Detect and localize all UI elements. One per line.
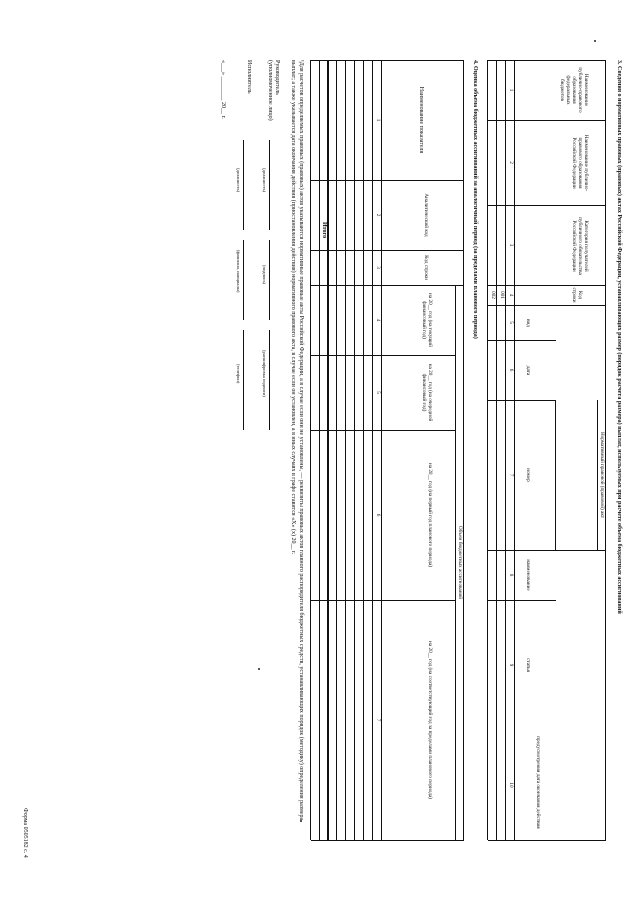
s4-header-row-code: Код строки — [423, 255, 429, 280]
s3-header-entity: Наименование публично-правового образования федеральных бюджетов — [559, 67, 589, 113]
s4-header-next: на 20__ год (на очередной финансовый год) — [421, 363, 433, 422]
s3-colnum: 5 — [508, 321, 514, 324]
s3-colnum: 7 — [508, 473, 514, 477]
executor-position-hint: (должность) — [236, 168, 241, 193]
s4-colnum: 7 — [375, 718, 381, 722]
s4-header-analytic: Аналитический код — [423, 193, 429, 237]
head-position-hint: (должность) — [262, 168, 267, 193]
scan-speck — [300, 820, 302, 822]
executor-position-line[interactable] — [243, 140, 252, 230]
s4-colnum: 4 — [375, 318, 381, 322]
s3-colnum: 10 — [508, 782, 514, 788]
s4-header-current: на 20__ год (на текущий финансовый год) — [421, 293, 433, 347]
footnote: ¹Для расчетов определяемых правовых (правовых) актов указываются нормативные правовые акты Российской Федерации, а в случае если они не установлены, — реквизиты правовых актов главного распорядителя бюджетных средств, устанавливающих порядок (методику) определения размера выплат; а также указывается дата окончания действия (приостановления действия) нормативного правового акта, в случае если он установлен, а в иных случаях в графе ставится «Х» (х) 20__ г. — [290, 60, 304, 821]
s4-colnum: 1 — [375, 118, 381, 122]
executor-name-hint: (фамилия, инициалы) — [236, 250, 241, 293]
date-line: «___» ________ 20__ г. — [220, 60, 226, 119]
s4-total-label: Итого — [321, 222, 327, 239]
s3-header-entity-rf: Наименование публично-правового образования Российской Федерации — [571, 134, 589, 192]
s4-header-volume: Объем бюджетных ассигнований — [457, 525, 463, 600]
head-position-line[interactable] — [269, 140, 278, 230]
s3-colnum: 8 — [508, 573, 514, 577]
s3-header-article: статья — [525, 658, 531, 672]
s3-header-normative: Нормативный правовой (правовой) акт — [599, 431, 605, 519]
head-signature-hint: (подпись) — [262, 265, 267, 285]
executor-phone-line[interactable] — [243, 330, 252, 430]
head-label: Руководитель (уполномоченное лицо) — [267, 60, 280, 121]
s3-colnum: 3 — [508, 243, 514, 247]
s3-header-row-code: Код строки — [571, 287, 583, 303]
s4-header-plan1: на 20__ год (на первый год планового периода) — [427, 462, 433, 568]
s4-colnum: 6 — [375, 513, 381, 517]
s4-header-beyond: на 20__ год (на соответствующий год за пределами планового периода) — [427, 641, 433, 799]
s3-header-number: номер — [525, 468, 531, 482]
scan-speck — [258, 668, 260, 670]
executor-name-line[interactable] — [243, 240, 252, 320]
s3-header-category: Категория получателей публичного обязательства Российской Федерации — [571, 217, 589, 275]
section4-title: 4. Оценка объема бюджетных ассигнований за аналогичный период (за пределами планового периода) — [472, 60, 478, 339]
s4-colnum: 3 — [375, 266, 381, 269]
s3-row-code: 001 — [499, 291, 505, 299]
s4-header-name: Наименование показателя — [418, 86, 424, 154]
executor-label: Исполнитель — [246, 60, 252, 94]
scan-speck — [594, 40, 596, 42]
head-name-hint: (расшифровка подписи) — [262, 350, 267, 397]
section3-title: 3. Сведения о нормативных правовых (правовых) актах Российской Федерации, устанавливающих размер (порядок расчета размера) выплат, используемых при расчете объема бюджетных ассигнований — [616, 60, 622, 614]
s3-colnum: 6 — [508, 368, 514, 372]
s3-colnum: 4 — [508, 293, 514, 297]
form-code: Форма 0505182 с. 4 — [22, 808, 28, 858]
s3-colnum: 2 — [508, 161, 514, 164]
s3-colnum: 1 — [508, 88, 514, 92]
s3-row-code: 002 — [490, 291, 496, 299]
executor-phone-hint: (телефон) — [236, 364, 241, 384]
s3-header-type: вид — [525, 319, 531, 327]
s3-header-date: дата — [525, 365, 531, 376]
s3-header-expiry: предусмотрения дата окончания действия — [535, 736, 541, 829]
head-signature-line[interactable] — [269, 240, 278, 320]
s3-colnum: 9 — [508, 663, 514, 667]
s4-colnum: 2 — [375, 213, 381, 217]
s4-colnum: 5 — [375, 391, 381, 394]
s3-header-name: наименование — [525, 559, 531, 591]
head-name-line[interactable] — [269, 330, 278, 430]
